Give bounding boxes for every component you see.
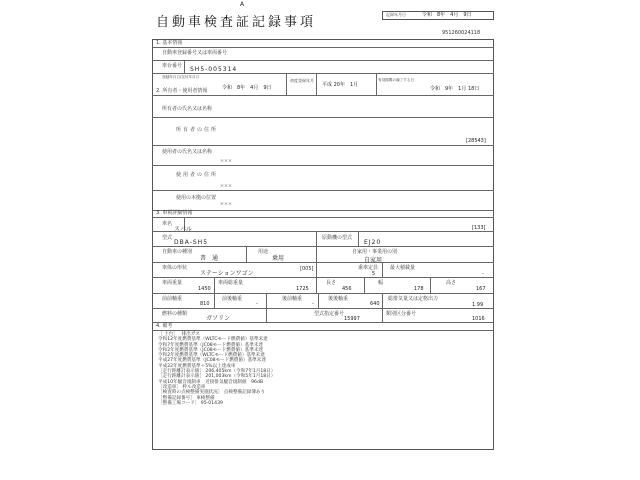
height-value: 167 xyxy=(476,286,486,292)
height-label: 高さ xyxy=(446,280,457,286)
base-location-value: ＊＊＊ xyxy=(220,201,232,206)
rear-rear-axle-label: 後後軸重 xyxy=(328,296,349,302)
engine-value: EJ20 xyxy=(364,239,382,246)
body-shape-value: ステーションワゴン xyxy=(200,270,254,277)
displacement-label: 総排気量又は定格出力 xyxy=(388,296,439,302)
remarks-line: ［ 土台］ 排出ガス xyxy=(158,332,200,337)
base-location-label: 使用の本拠の位置 xyxy=(176,195,217,201)
page-title: 自動車検査証記録事項 xyxy=(156,15,317,30)
user-name-label: 使用者の氏名又は名称 xyxy=(162,149,213,155)
first-reg-value: 令和 8年 4月 9日 xyxy=(222,85,272,91)
private-value: 自家用 xyxy=(364,257,383,264)
owner-address-code: [28543] xyxy=(466,138,486,144)
use-label: 用途 xyxy=(258,249,269,255)
page-mark: A xyxy=(240,1,245,8)
model-value: DBA-SH5 xyxy=(174,239,209,246)
issue-date-value: 令和 8年 4月 9日 xyxy=(422,12,472,18)
remarks-line: ［検査時の点検整備実施状況］ 点検整備記録簿あり xyxy=(158,390,266,396)
type-number-label: 型式指定番号 xyxy=(314,311,345,317)
kind-value: 普 通 xyxy=(200,255,219,262)
section3-heading: 3. 車両詳細情報 xyxy=(156,210,193,216)
user-address-label: 使用者の住所 xyxy=(176,172,219,178)
width-label: 幅 xyxy=(378,280,384,286)
length-value: 456 xyxy=(342,286,352,292)
length-label: 長さ xyxy=(326,280,337,286)
remarks-line: ［改造車］ 枠ル改造車 xyxy=(158,384,206,390)
front-rear-axle-label: 前後軸重 xyxy=(222,296,243,302)
weight-label: 車両重量 xyxy=(162,280,183,286)
body-shape-label: 車体の形状 xyxy=(162,265,188,271)
remarks-line: 令和12年度燃費基準（WLTCモード燃費値）基準未達 xyxy=(158,337,268,343)
weight-value: 1450 xyxy=(198,286,211,292)
rear-rear-axle-value: 640 xyxy=(370,301,380,307)
maker-label: 車名 xyxy=(162,221,173,227)
remarks-line: 令和7年度燃費基準（JC08モード燃費値）基準未達 xyxy=(158,342,264,348)
maker-code: [133] xyxy=(472,225,486,231)
remarks-line: ［整備工場コード］ 95-01439 xyxy=(158,400,223,406)
rear-front-axle-value: - xyxy=(312,301,314,307)
front-front-axle-label: 前前軸重 xyxy=(162,296,183,302)
width-value: 178 xyxy=(414,286,424,292)
gross-weight-label: 車両総重量 xyxy=(218,280,244,286)
remarks-line: ［整備記録番号］ 車検整備 xyxy=(158,395,215,401)
engine-label: 原動機の型式 xyxy=(322,235,353,241)
class-number-label: 類別区分番号 xyxy=(386,311,417,317)
displacement-value: 1.99 xyxy=(472,302,484,308)
rear-front-axle-label: 後前軸重 xyxy=(282,296,303,302)
max-load-label: 最大積載量 xyxy=(390,265,416,271)
front-front-axle-value: 810 xyxy=(200,301,210,307)
owner-address-label: 所有者の住所 xyxy=(176,127,219,133)
remarks-line: 令和2年度燃費基準（WLTCモード燃費値）基準未達 xyxy=(158,353,265,359)
remarks-line: ［走行距離計表示値］ 206,405km（令和7年1月18日） xyxy=(158,369,276,375)
inspection-certificate xyxy=(146,0,498,480)
body-shape-code: [005] xyxy=(300,266,314,272)
reg-number-label: 自動車登録番号又は車両番号 xyxy=(162,50,228,56)
doc-number: 951260024118 xyxy=(442,30,481,36)
use-value: 乗用 xyxy=(272,255,285,262)
expiry-label: 有効期間の満了する日 xyxy=(378,78,414,82)
remarks-line: 令和2年度燃費基準（JC08モード燃費値）基準未達 xyxy=(158,347,264,353)
fuel-label: 燃料の種類 xyxy=(162,311,188,317)
first-year-label: 初度登録年月 xyxy=(290,78,314,83)
user-address-value: ＊＊＊ xyxy=(220,183,232,188)
issue-date-label: 記録年月日 xyxy=(386,12,406,17)
kind-label: 自動車の種別 xyxy=(162,249,193,255)
model-label: 型式 xyxy=(162,235,173,241)
capacity-label: 乗車定員 xyxy=(358,265,379,271)
gross-weight-value: 1725 xyxy=(296,286,309,292)
section2-heading: 2. 所有者・使用者情報 xyxy=(156,88,208,94)
remarks-line: 平成22年度燃費基準＋5%以上達成車 xyxy=(158,363,236,369)
chassis-label: 車台番号 xyxy=(162,63,183,69)
section4-heading: 4. 備考 xyxy=(156,323,173,329)
section1-heading: 1. 基本情報 xyxy=(156,40,183,46)
private-label: 自家用・事業用の別 xyxy=(352,249,398,255)
remarks-line: ［走行距離計表示値］ 201,003km（令和5年1月18日） xyxy=(158,374,276,380)
chassis-value: SH5-005314 xyxy=(190,66,238,73)
type-number-value: 15997 xyxy=(344,316,360,322)
remarks-list xyxy=(158,332,488,406)
user-name-value: ＊＊＊ xyxy=(220,158,232,163)
remarks-line: 平成10年騒音規制車 近接排気騒音規制値 96dB xyxy=(158,379,264,385)
capacity-value: 5 xyxy=(372,271,376,277)
remarks-line: 平成27年度燃費基準（JC08モード燃費値）基準未達 xyxy=(158,358,266,364)
owner-name-label: 所有者の氏名又は名称 xyxy=(162,106,213,112)
maker-value: スバル xyxy=(174,226,193,233)
first-year-value: 平成 20年 1月 xyxy=(322,82,359,88)
max-load-value: - xyxy=(482,271,484,277)
expiry-value: 令和 9年 1月 18日 xyxy=(430,86,480,92)
first-reg-label: 登録年月日/交付年月日 xyxy=(162,75,200,79)
class-number-value: 1016 xyxy=(472,316,485,322)
fuel-value: ガソリン xyxy=(206,315,231,322)
front-rear-axle-value: - xyxy=(256,301,258,307)
